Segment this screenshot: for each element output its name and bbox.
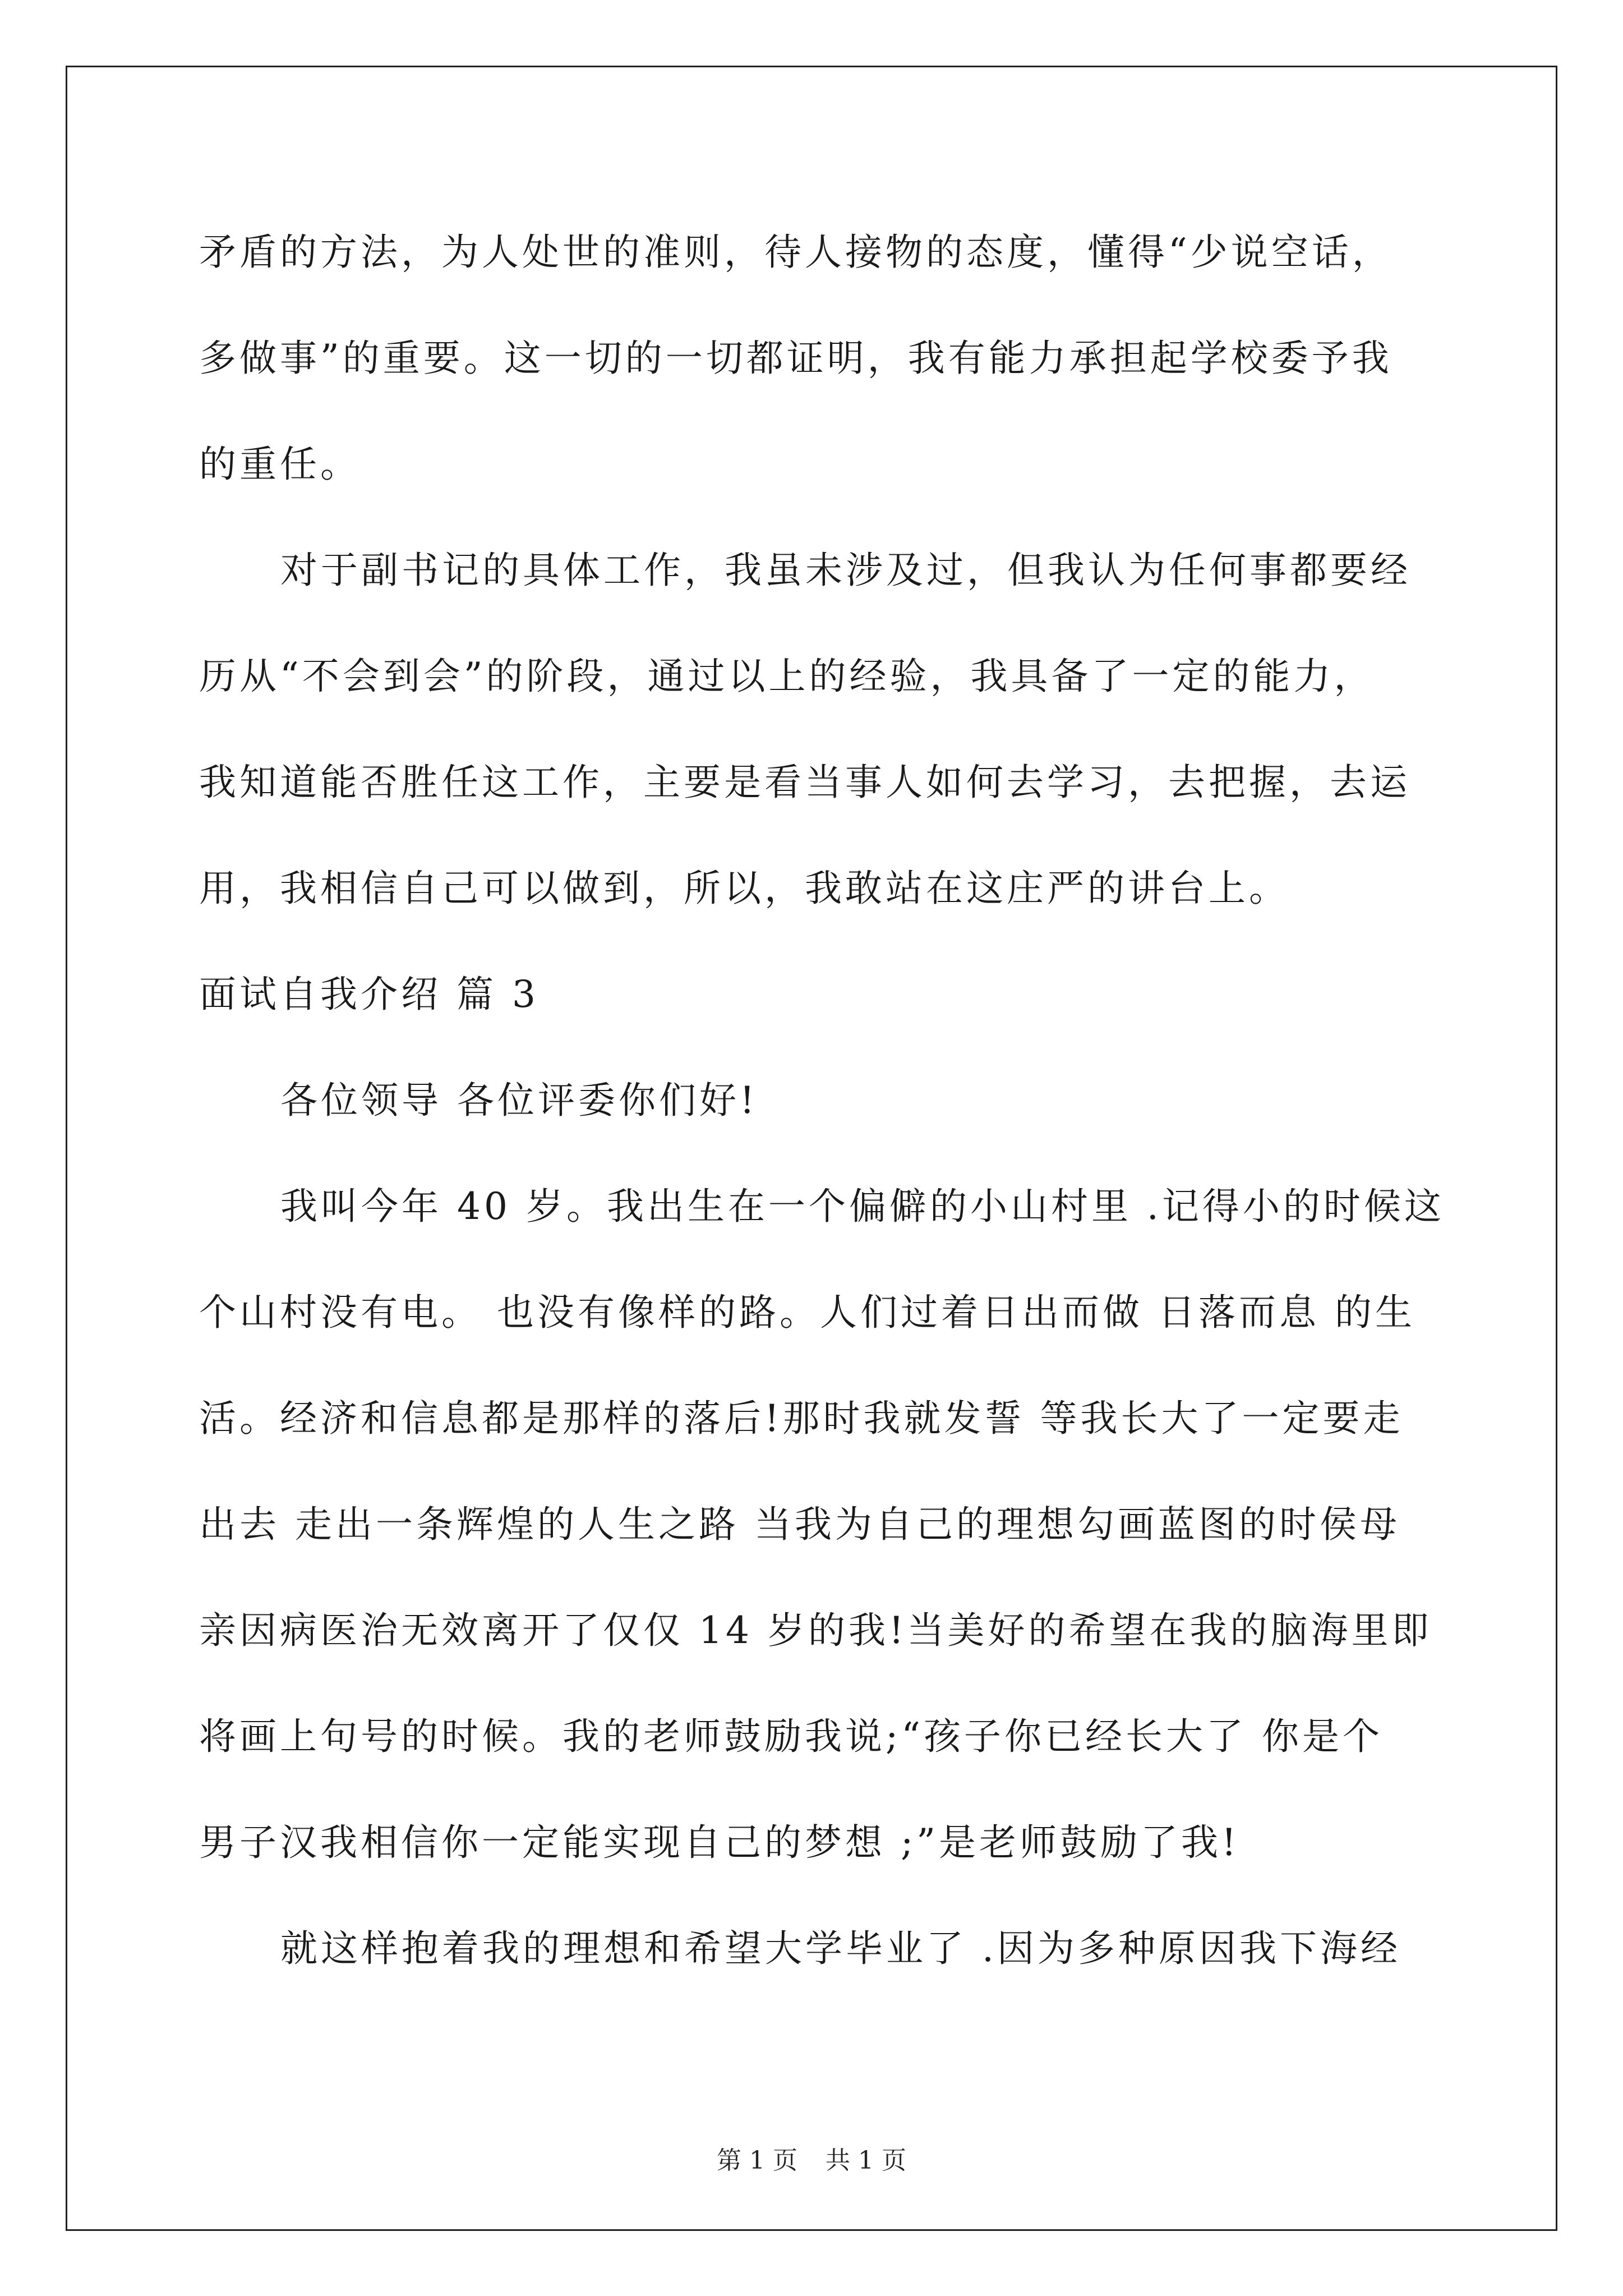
text-line-3: 的重任。 — [199, 443, 361, 486]
text-line-7: 用，我相信自己可以做到，所以，我敢站在这庄严的讲台上。 — [199, 867, 1289, 910]
section-heading: 面试自我介绍 篇 3 — [199, 973, 539, 1016]
page-number: 第 1 页 — [717, 2146, 797, 2175]
text-line-12: 活。经济和信息都是那样的落后!那时我就发誓 等我长大了一定要走 — [199, 1397, 1404, 1440]
text-line-17: 就这样抱着我的理想和希望大学毕业了 .因为多种原因我下海经 — [280, 1927, 1401, 1970]
page-total: 共 1 页 — [826, 2146, 906, 2175]
text-line-15: 将画上句号的时候。我的老师鼓励我说;“孩子你已经长大了 你是个 — [199, 1715, 1383, 1758]
text-line-16: 男子汉我相信你一定能实现自己的梦想 ;”是老师鼓励了我! — [199, 1821, 1240, 1864]
text-line-9: 各位领导 各位评委你们好! — [280, 1079, 758, 1122]
document-body — [199, 199, 1445, 2001]
text-line-6: 我知道能否胜任这工作，主要是看当事人如何去学习，去把握，去运 — [199, 761, 1410, 804]
text-line-10: 我叫今年 40 岁。我出生在一个偏僻的小山村里 .记得小的时候这 — [280, 1185, 1445, 1228]
text-line-1: 矛盾的方法，为人处世的准则，待人接物的态度，懂得“少说空话， — [199, 231, 1393, 274]
text-line-2: 多做事”的重要。这一切的一切都证明，我有能力承担起学校委予我 — [199, 337, 1393, 380]
text-line-13: 出去 走出一条辉煌的人生之路 当我为自己的理想勾画蓝图的时侯母 — [199, 1503, 1400, 1546]
text-line-14: 亲因病医治无效离开了仅仅 14 岁的我!当美好的希望在我的脑海里即 — [199, 1609, 1432, 1652]
text-line-4: 对于副书记的具体工作，我虽未涉及过，但我认为任何事都要经 — [280, 549, 1411, 592]
page-footer — [0, 2144, 1623, 2178]
text-line-5: 历从“不会到会”的阶段，通过以上的经验，我具备了一定的能力， — [199, 655, 1375, 698]
text-line-11: 个山村没有电。 也没有像样的路。人们过着日出而做 日落而息 的生 — [199, 1291, 1415, 1334]
